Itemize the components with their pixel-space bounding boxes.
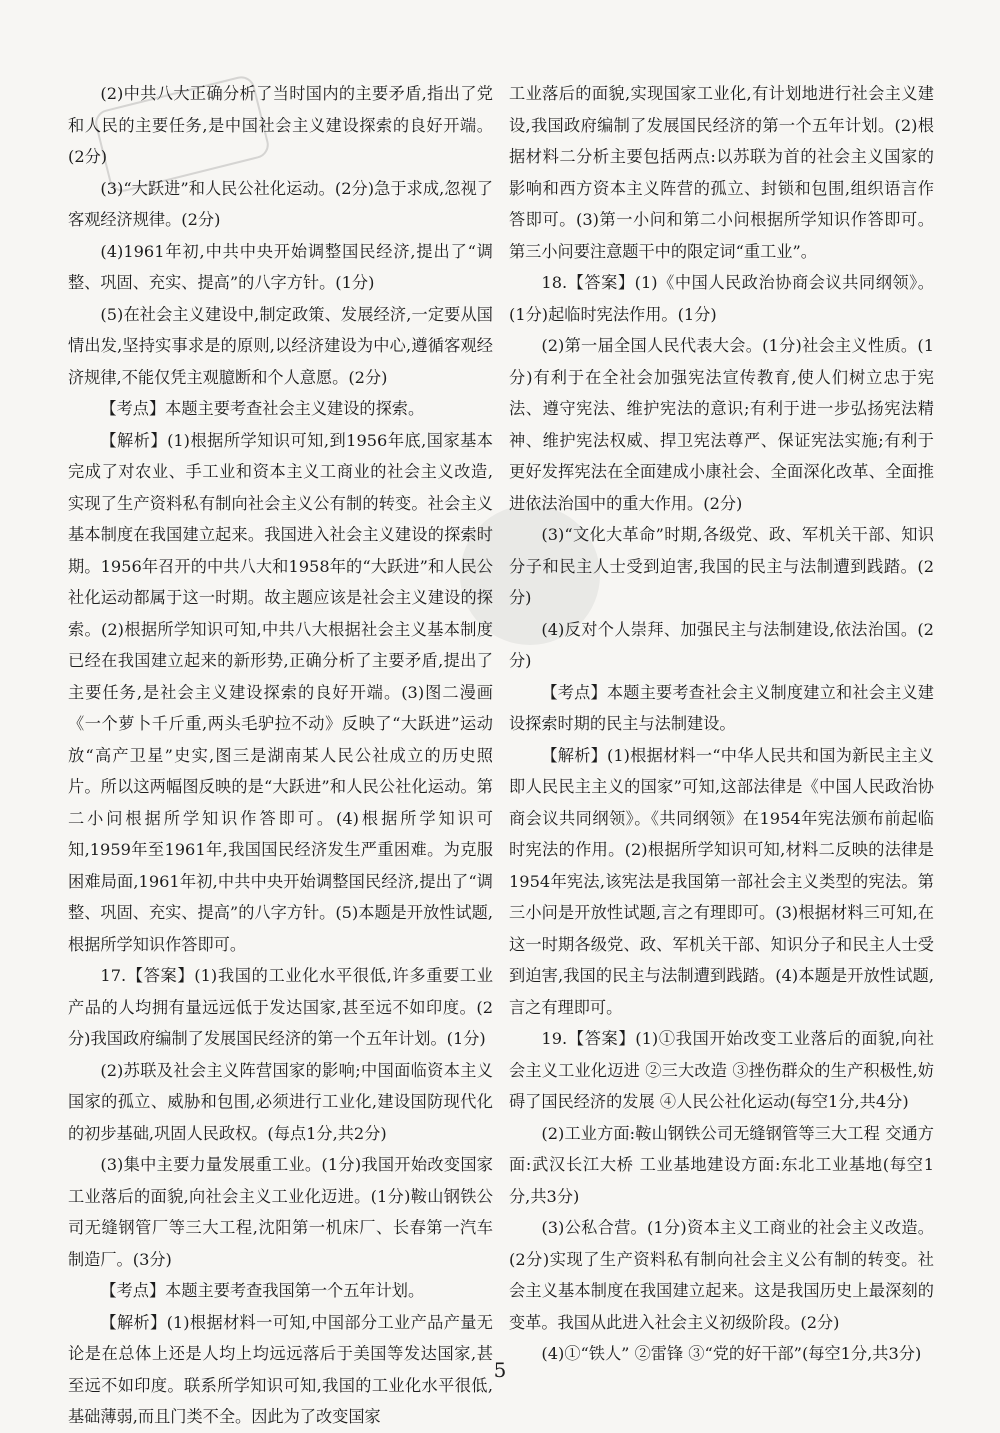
jiexi-para: 【解析】(1)根据所学知识可知,到1956年底,国家基本完成了对农业、手工业和资本主义工商业的社会主义改造,实现了生产资料私有制向社会主义公有制的转变。社会主义基本制度在我国建立起来。我国进入社会主义建设的探索时期。1956年召开的中共八大和1958年的“大跃进”和人民公社化运动都属于这一时期。故主题应该是社会主义建设的探索。(2)根据所学知识可知,中共八大根据社会主义基本制度已经在我国建立起来的新形势,正确分析了主要矛盾,提出了主要任务,是社会主义建设探索的良好开端。(3)图二漫画《一个萝卜千斤重,两头毛驴拉不动》反映了“大跃进”运动放“高产卫星”史实,图三是湖南某人民公社成立的历史照片。所以这两幅图反映的是“大跃进”和人民公社化运动。第二小问根据所学知识作答即可。(4)根据所学知识可知,1959年至1961年,我国国民经济发生严重困难。为克服困难局面,1961年初,中共中央开始调整国民经济,提出了“调整、巩固、充实、提高”的八字方针。(5)本题是开放性试题,根据所学知识作答即可。 (68, 430, 493, 954)
left-para: (5)在社会主义建设中,制定政策、发展经济,一定要从国情出发,坚持实事求是的原则,以经济建设为中心,遵循客观经济规律,不能仅凭主观臆断和个人意愿。(2分) (68, 304, 493, 387)
answer-19: 19.【答案】(1)①我国开始改变工业落后的面貌,向社会主义工业化迈进 ②三大改造 ③挫伤群众的生产积极性,妨碍了国民经济的发展 ④人民公社化运动(每空1分,共4分) (509, 1029, 934, 1111)
kaodian-para: 【考点】本题主要考查我国第一个五年计划。 (100, 1281, 425, 1300)
kaodian-para: 【考点】本题主要考查社会主义建设的探索。 (100, 399, 425, 418)
jiexi-para: 【解析】(1)根据材料一“中华人民共和国为新民主主义即人民民主主义的国家”可知,这部法律是《中国人民政治协商会议共同纲领》。《共同纲领》在1954年宪法颁布前起临时宪法的作用。(2)根据所学知识可知,材料二反映的法律是1954年宪法,该宪法是我国第一部社会主义类型的宪法。第三小问是开放性试题,言之有理即可。(3)根据材料三可知,在这一时期各级党、政、军机关干部、知识分子和民主人士受到迫害,我国的民主与法制遭到践踏。(4)本题是开放性试题,言之有理即可。 (509, 745, 934, 1017)
kaodian-para: 【考点】本题主要考查社会主义制度建立和社会主义建设探索时期的民主与法制建设。 (509, 682, 934, 733)
right-para: (2)工业方面:鞍山钢铁公司无缝钢管等三大工程 交通方面:武汉长江大桥 工业基地建设方面:东北工业基地(每空1分,共3分) (509, 1123, 934, 1206)
left-para: (3)集中主要力量发展重工业。(1分)我国开始改变国家工业落后的面貌,向社会主义工业化迈进。(1分)鞍山钢铁公司无缝钢管厂等三大工程,沈阳第一机床厂、长春第一汽车制造厂。(3分) (68, 1155, 493, 1269)
jiexi-para: 【解析】(1)根据材料一可知,中国部分工业产品产量无论是在总体上还是人均上均远远落后于美国等发达国家,甚至远不如印度。联系所学知识可知,我国的工业化水平很低,基础薄弱,而且门类不全。因此为了改变国家 (68, 1312, 493, 1426)
left-para: (4)1961年初,中共中央开始调整国民经济,提出了“调整、巩固、充实、提高”的八字方针。(1分) (68, 241, 493, 292)
left-para: (2)中共八大正确分析了当时国内的主要矛盾,指出了党和人民的主要任务,是中国社会主义建设探索的良好开端。(2分) (68, 84, 493, 166)
right-para: (4)反对个人崇拜、加强民主与法制建设,依法治国。(2分) (509, 619, 934, 670)
page-number: 5 (493, 1358, 507, 1382)
right-continuation: 工业落后的面貌,实现国家工业化,有计划地进行社会主义建设,我国政府编制了发展国民经济的第一个五年计划。(2)根据材料二分析主要包括两点:以苏联为首的社会主义国家的影响和西方资本主义阵营的孤立、封锁和包围,组织语言作答即可。(3)第一小问和第二小问根据所学知识作答即可。第三小问要注意题干中的限定词“重工业”。 (509, 84, 934, 261)
right-para: (4)①“铁人” ②雷锋 ③“党的好干部”(每空1分,共3分) (541, 1344, 922, 1363)
left-para: (3)“大跃进”和人民公社化运动。(2分)急于求成,忽视了客观经济规律。(2分) (68, 178, 493, 229)
right-para: (3)公私合营。(1分)资本主义工商业的社会主义改造。(2分)实现了生产资料私有制向社会主义公有制的转变。社会主义基本制度在我国建立起来。这是我国历史上最深刻的变革。我国从此进入社会主义初级阶段。(2分) (509, 1218, 934, 1332)
left-column (68, 78, 493, 1433)
answer-18: 18.【答案】(1)《中国人民政治协商会议共同纲领》。(1分)起临时宪法作用。(1分) (509, 273, 934, 324)
right-para: (2)第一届全国人民代表大会。(1分)社会主义性质。(1分)有利于在全社会加强宪法宣传教育,使人们树立忠于宪法、遵守宪法、维护宪法的意识;有利于进一步弘扬宪法精神、维护宪法权威、捍卫宪法尊严、保证宪法实施;有利于更好发挥宪法在全面建成小康社会、全面深化改革、全面推进依法治国中的重大作用。(2分) (509, 336, 934, 513)
right-para: (3)“文化大革命”时期,各级党、政、军机关干部、知识分子和民主人士受到迫害,我国的民主与法制遭到践踏。(2分) (509, 525, 934, 607)
right-column (509, 78, 934, 1370)
answer-17: 17.【答案】(1)我国的工业化水平很低,许多重要工业产品的人均拥有量远远低于发达国家,甚至远不如印度。(2分)我国政府编制了发展国民经济的第一个五年计划。(1分) (68, 966, 493, 1048)
left-para: (2)苏联及社会主义阵营国家的影响;中国面临资本主义国家的孤立、威胁和包围,必须进行工业化,建设国防现代化的初步基础,巩固人民政权。(每点1分,共2分) (68, 1060, 493, 1143)
